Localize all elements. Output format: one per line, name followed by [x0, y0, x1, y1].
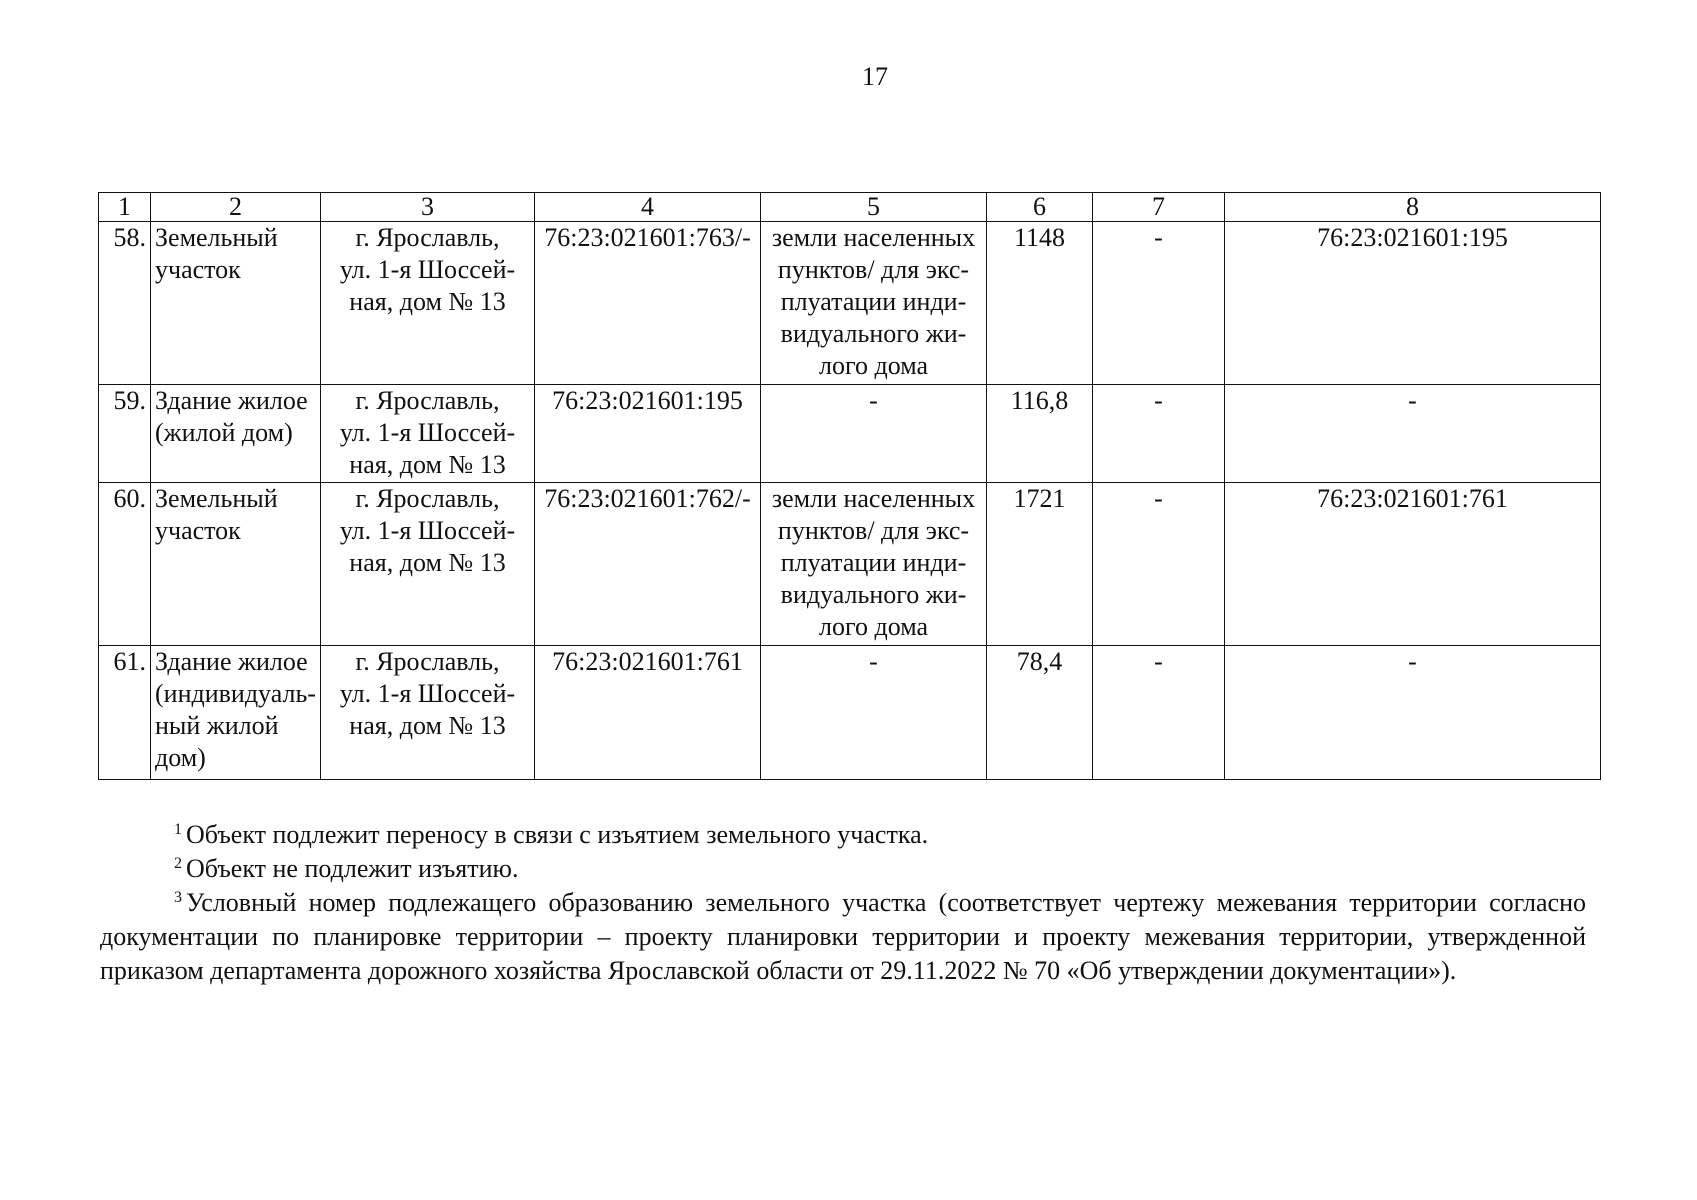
address-cell — [321, 385, 535, 483]
table-row — [99, 222, 1601, 385]
address-cell — [321, 222, 535, 385]
object-name-cell — [151, 646, 321, 780]
note-cell — [1093, 483, 1225, 646]
footnote — [100, 852, 1586, 886]
footnote-text: Объект подлежит переносу в связи с изъятием земельного участка. — [186, 820, 929, 849]
footnote-text: Условный номер подлежащего образованию земельного участка (соответствует чертежу межевания территории согласно документации по планировке территории – проекту планировки территории и проекту межевания территории, утвержденной приказом департамента дорожного хозяйства Ярославской области от 29.11.2022 № 70 «Об утверждении документации»). — [100, 888, 1586, 985]
note-cell — [1093, 385, 1225, 483]
column-header: 8 — [1225, 193, 1601, 222]
cell-line: ный жилой — [155, 711, 279, 740]
column-header: 4 — [535, 193, 761, 222]
cell-value: 76:23:021601:195 — [552, 386, 743, 415]
cell-line: Здание жилое — [155, 386, 308, 415]
address-cell — [321, 483, 535, 646]
cell-line: ная, дом № 13 — [349, 450, 506, 479]
cell-line: земли населенных — [771, 484, 976, 513]
footnotes — [100, 818, 1586, 988]
area-cell — [987, 222, 1093, 385]
cell-value: 1721 — [1013, 484, 1066, 513]
cell-line: г. Ярославль, — [355, 484, 500, 513]
table-body — [99, 222, 1601, 780]
cell-line: Земельный — [155, 223, 278, 252]
cadastral-number-cell — [535, 222, 761, 385]
cell-line: участок — [155, 516, 241, 545]
cell-line: г. Ярославль, — [355, 647, 500, 676]
row-number-cell — [99, 646, 151, 780]
object-name-cell — [151, 385, 321, 483]
cell-value: 60. — [113, 484, 146, 513]
cell-line: ул. 1-я Шоссей- — [339, 516, 516, 545]
note-cell — [1093, 222, 1225, 385]
cell-line: лого дома — [818, 351, 929, 380]
cell-line: пунктов/ для экс- — [777, 516, 970, 545]
cadastral-number-cell — [535, 385, 761, 483]
land-objects-table — [98, 192, 1601, 780]
cell-value: 76:23:021601:761 — [1317, 484, 1508, 513]
cell-value: - — [1408, 647, 1417, 676]
cell-value: 116,8 — [1010, 386, 1069, 415]
footnote — [100, 886, 1586, 988]
footnote-mark: 1 — [174, 821, 182, 838]
column-header: 5 — [761, 193, 987, 222]
object-name-cell — [151, 483, 321, 646]
row-number-cell — [99, 385, 151, 483]
cadastral-number-cell — [535, 646, 761, 780]
cell-line: Здание жилое — [155, 647, 308, 676]
cell-line: плуатации инди- — [780, 548, 967, 577]
table-row — [99, 385, 1601, 483]
cell-line: ная, дом № 13 — [349, 287, 506, 316]
cell-line: видуального жи- — [780, 580, 967, 609]
parent-object-cell — [1225, 483, 1601, 646]
table-row — [99, 483, 1601, 646]
cadastral-number-cell — [535, 483, 761, 646]
cell-line: ная, дом № 13 — [349, 711, 506, 740]
note-cell — [1093, 646, 1225, 780]
footnote — [100, 818, 1586, 852]
row-number-cell — [99, 483, 151, 646]
cell-line: плуатации инди- — [780, 287, 967, 316]
land-category-cell — [761, 483, 987, 646]
cell-value: 76:23:021601:761 — [552, 647, 743, 676]
footnote-text: Объект не подлежит изъятию. — [186, 854, 519, 883]
cell-line: земли населенных — [771, 223, 976, 252]
cell-line: г. Ярославль, — [355, 223, 500, 252]
column-header: 3 — [321, 193, 535, 222]
cell-line: - — [869, 647, 878, 676]
land-category-cell — [761, 646, 987, 780]
parent-object-cell — [1225, 222, 1601, 385]
parent-object-cell — [1225, 385, 1601, 483]
land-category-cell — [761, 222, 987, 385]
cell-value: 1148 — [1013, 223, 1066, 252]
cell-value: 58. — [113, 223, 146, 252]
column-header: 1 — [99, 193, 151, 222]
land-category-cell — [761, 385, 987, 483]
cell-line: (индивидуаль- — [155, 679, 316, 708]
table-header-row — [99, 193, 1601, 222]
cell-line: ул. 1-я Шоссей- — [339, 679, 516, 708]
area-cell — [987, 483, 1093, 646]
cell-line: (жилой дом) — [155, 418, 293, 447]
column-header: 7 — [1093, 193, 1225, 222]
cell-line: г. Ярославль, — [355, 386, 500, 415]
cell-value: 59. — [113, 386, 146, 415]
cell-value: - — [1154, 647, 1163, 676]
cell-value: - — [1408, 386, 1417, 415]
cell-line: лого дома — [818, 612, 929, 641]
column-header: 6 — [987, 193, 1093, 222]
cell-line: видуального жи- — [780, 319, 967, 348]
cell-value: 76:23:021601:763/- — [544, 223, 751, 252]
area-cell — [987, 646, 1093, 780]
area-cell — [987, 385, 1093, 483]
cell-line: дом) — [155, 743, 206, 772]
cell-line: Земельный — [155, 484, 278, 513]
footnote-mark: 2 — [174, 855, 182, 872]
page-number: 17 — [862, 62, 888, 91]
cell-value: - — [1154, 484, 1163, 513]
cell-value: 76:23:021601:195 — [1317, 223, 1508, 252]
parent-object-cell — [1225, 646, 1601, 780]
cell-line: участок — [155, 255, 241, 284]
cell-value: 61. — [113, 647, 146, 676]
cell-value: - — [1154, 223, 1163, 252]
table-row — [99, 646, 1601, 780]
address-cell — [321, 646, 535, 780]
object-name-cell — [151, 222, 321, 385]
cell-line: ная, дом № 13 — [349, 548, 506, 577]
footnote-mark: 3 — [174, 889, 182, 906]
cell-line: - — [869, 386, 878, 415]
cell-value: - — [1154, 386, 1163, 415]
column-header: 2 — [151, 193, 321, 222]
cell-line: ул. 1-я Шоссей- — [339, 255, 516, 284]
cell-line: пунктов/ для экс- — [777, 255, 970, 284]
row-number-cell — [99, 222, 151, 385]
cell-value: 78,4 — [1016, 647, 1063, 676]
cell-line: ул. 1-я Шоссей- — [339, 418, 516, 447]
cell-value: 76:23:021601:762/- — [544, 484, 751, 513]
